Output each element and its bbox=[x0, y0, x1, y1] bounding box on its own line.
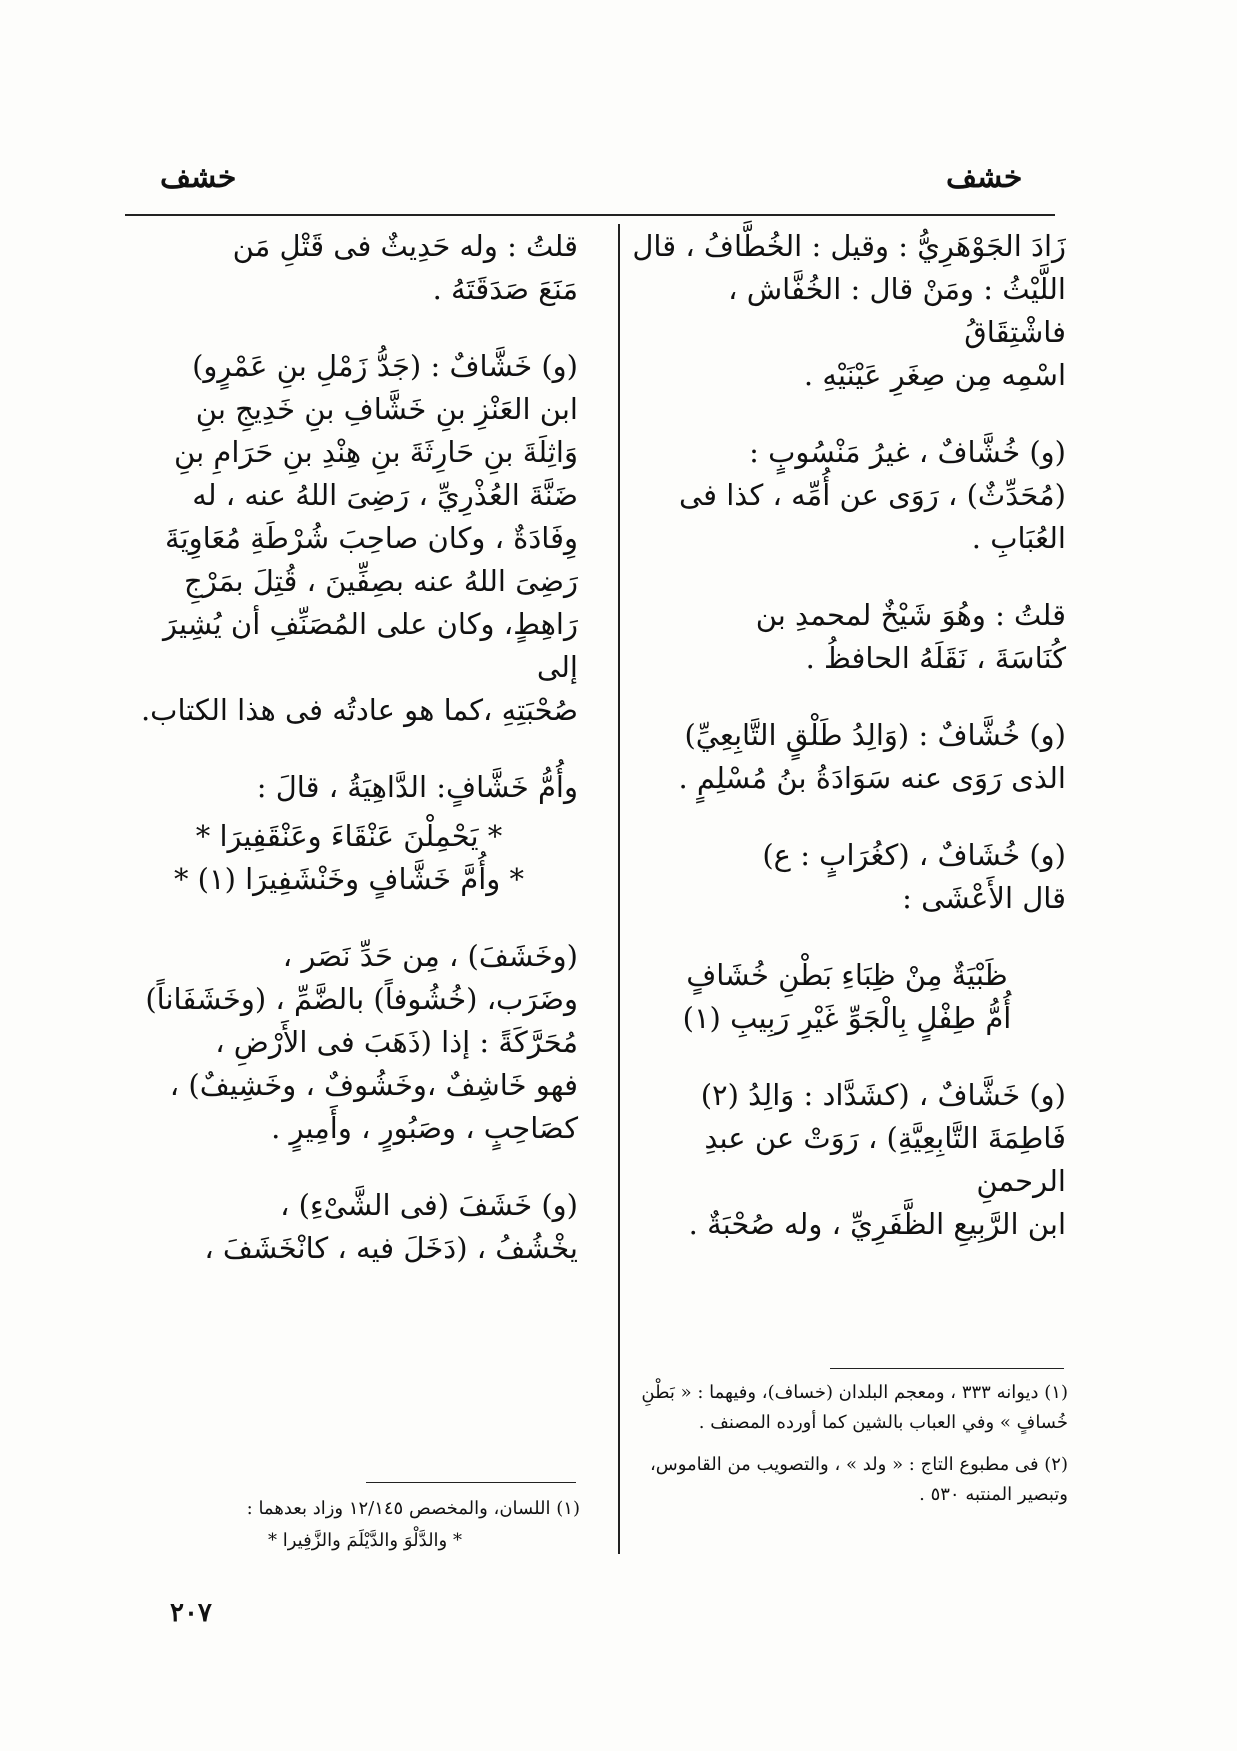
footnote-rule-left bbox=[366, 1482, 576, 1483]
text-line: وَاثِلَةَ بنِ حَارِثَةَ بنِ هِنْدِ بنِ حَرَامِ بنِ bbox=[174, 435, 578, 469]
footnote: (١) ديوانه ٣٣٣ ، ومعجم البلدان (خساف)، وفيهما : « بَطْنِ خُسافٍ » وفي العباب بالشين كما أورده المصنف . bbox=[641, 1382, 1068, 1433]
paragraph bbox=[120, 935, 578, 1150]
paragraph bbox=[628, 1074, 1066, 1246]
text-line: (و) خُشَافٌ ، (كغُرَابٍ : ع) bbox=[762, 838, 1066, 872]
text-line: زَادَ الجَوْهَرِيُّ : وقيل : الخُطَّافُ ، قال bbox=[632, 229, 1066, 263]
paragraph bbox=[628, 834, 1066, 920]
text-line: يخْشُفُ ، (دَخَلَ فيه ، كانْخَشَفَ ، bbox=[204, 1231, 578, 1265]
verse-line: ظَبْيَةٌ مِنْ ظِبَاءِ بَطْنِ خُشَافٍ bbox=[686, 958, 1008, 992]
footnote: (١) اللسان، والمخصص ١٢/١٤٥ وزاد بعدهما : bbox=[246, 1498, 580, 1519]
text-line: (و) خَشَّافٌ ، (كشَدَّاد : وَالِدُ (٢) bbox=[700, 1078, 1066, 1112]
text-line: (مُحَدِّثٌ) ، رَوَى عن أُمِّه ، كذا فى bbox=[679, 478, 1066, 512]
right-column bbox=[628, 225, 1066, 1280]
paragraph bbox=[628, 594, 1066, 680]
running-header-right: خشف bbox=[946, 160, 1023, 195]
text-line: وأُمُّ خَشَّافٍ: الدَّاهِيَةُ ، قالَ : bbox=[256, 770, 578, 804]
text-line: (و) خَشَّافٌ : (جَدُّ زَمْلِ بنِ عَمْرٍو) bbox=[192, 349, 578, 383]
text-line: اللَّيْثُ : ومَنْ قال : الخُفَّاش ، فاشْتِقَاقُ bbox=[728, 272, 1066, 349]
verse-block bbox=[120, 815, 578, 901]
text-line: مَنَعَ صَدَقَتَهُ . bbox=[432, 272, 578, 306]
text-line: صُحْبَتِهِ ،كما هو عادتُه فى هذا الكتاب. bbox=[140, 693, 578, 727]
footnotes-right bbox=[628, 1378, 1068, 1522]
text-line: (وخَشَفَ) ، مِن حَدِّ نَصَر ، bbox=[282, 939, 578, 973]
text-line: قلتُ : وله حَدِيثٌ فى قَتْلِ مَن bbox=[232, 229, 578, 263]
text-line: ابن العَنْزِ بنِ خَشَّافِ بنِ خَدِيجِ بنِ bbox=[195, 392, 578, 426]
verse-line: * وأُمَّ خَشَّافٍ وخَنْشَفِيرَا (١) * bbox=[173, 862, 525, 896]
text-line: الذى رَوَى عنه سَوَادَةُ بنُ مُسْلِمٍ . bbox=[678, 761, 1066, 795]
paragraph bbox=[628, 714, 1066, 800]
text-line: رَضِىَ اللهُ عنه بصِفِّينَ ، قُتِلَ بمَرْجِ bbox=[184, 564, 578, 598]
text-line: العُبَابِ . bbox=[971, 521, 1066, 555]
text-line: (و) خُشَّافٌ : (وَالِدُ طَلْقٍ التَّابِعِيِّ) bbox=[684, 718, 1066, 752]
text-line: وِفَادَةٌ ، وكان صاحِبَ شُرْطَةِ مُعَاوِيَةَ bbox=[165, 521, 578, 555]
text-line: مُحَرَّكَةً : إذا (ذَهَبَ فى الأَرْضِ ، bbox=[215, 1025, 578, 1059]
verse-line: * يَحْمِلْنَ عَنْقَاءَ وعَنْقَفِيرَا * bbox=[195, 819, 503, 853]
footnotes-left bbox=[150, 1494, 580, 1568]
paragraph bbox=[120, 225, 578, 311]
text-line: كصَاحِبٍ ، وصَبُورٍ ، وأَمِيرٍ . bbox=[271, 1111, 578, 1145]
text-line: وضَرَب، (خُشُوفاً) بالضَّمِّ ، (وخَشَفَاناً) bbox=[145, 982, 578, 1016]
text-line: (و) خُشَّافٌ ، غيرُ مَنْسُوبٍ : bbox=[749, 435, 1066, 469]
text-line: قلتُ : وهُوَ شَيْخٌ لمحمدِ بن bbox=[755, 598, 1066, 632]
paragraph bbox=[628, 431, 1066, 560]
footnote-verse: * والدَّلْوَ والدَّيْلَمَ والزَّفِيرا * bbox=[268, 1530, 462, 1551]
text-line: قال الأَعْشَى : bbox=[902, 881, 1066, 915]
page-number: ٢٠٧ bbox=[170, 1598, 212, 1628]
text-line: اسْمِه مِن صِغَرِ عَيْنَيْهِ . bbox=[803, 358, 1066, 392]
text-line: (و) خَشَفَ (فى الشَّىْءِ) ، bbox=[280, 1188, 578, 1222]
paragraph bbox=[120, 345, 578, 732]
verse-line: أُمُّ طِفْلٍ بِالْجَوِّ غَيْرِ رَبِيبِ (١) bbox=[682, 1001, 1012, 1035]
paragraph bbox=[628, 225, 1066, 397]
running-header-left: خشف bbox=[160, 160, 237, 195]
verse-block bbox=[628, 954, 1066, 1040]
text-line: فَاطِمَةَ التَّابِعِيَّةِ) ، رَوَتْ عن عبدِ الرحمنِ bbox=[704, 1121, 1066, 1198]
column-divider bbox=[618, 224, 620, 1554]
text-line: ضَنَّةَ العُذْرِيِّ ، رَضِىَ اللهُ عنه ، له bbox=[192, 478, 578, 512]
footnote: (٢) فى مطبوع التاج : « ولد » ، والتصويب من القاموس، وتبصير المنتبه ٥٣٠ . bbox=[649, 1454, 1068, 1505]
left-column bbox=[120, 225, 578, 1304]
footnote-rule-right bbox=[830, 1368, 1064, 1369]
text-line: فهو خَاشِفٌ ،وخَشُوفٌ ، وخَشِيفٌ) ، bbox=[169, 1068, 578, 1102]
text-line: كُنَاسَةَ ، نَقَلَهُ الحافظُ . bbox=[805, 641, 1066, 675]
paragraph bbox=[120, 1184, 578, 1270]
text-line: رَاهِطٍ، وكان على المُصَنِّفِ أن يُشِيرَ إلى bbox=[163, 607, 578, 684]
paragraph bbox=[120, 766, 578, 809]
header-rule bbox=[125, 214, 1055, 216]
text-line: ابن الرَّبِيعِ الظَّفَرِيِّ ، وله صُحْبَةٌ . bbox=[688, 1207, 1066, 1241]
